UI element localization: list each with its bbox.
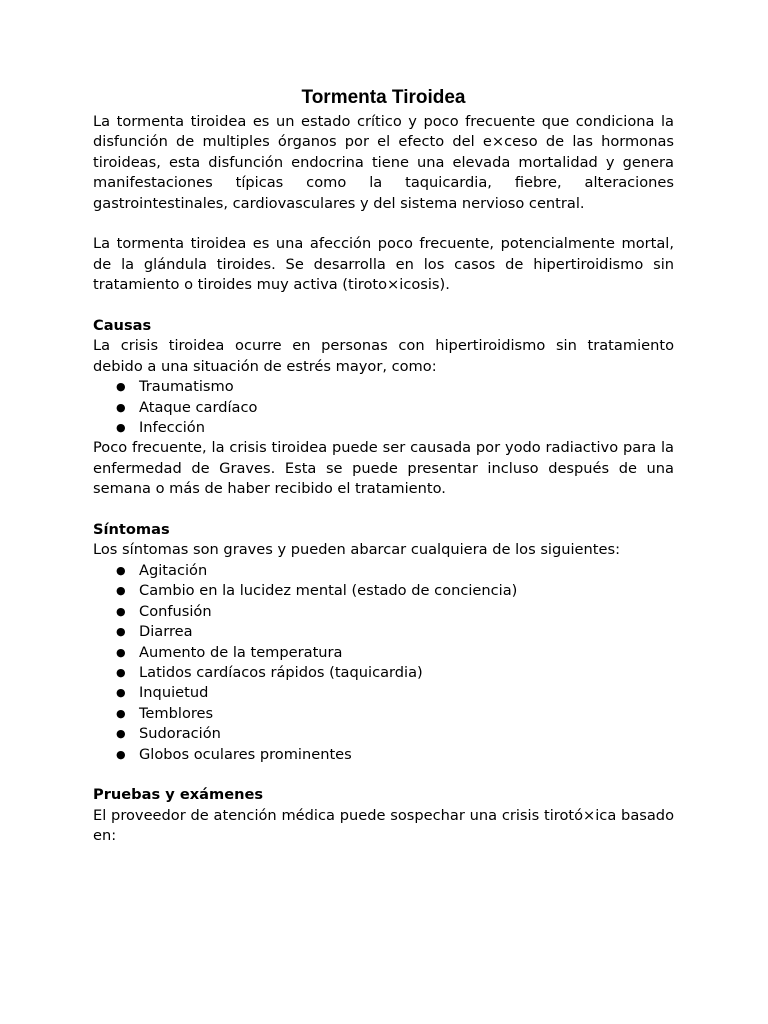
- list-item: [93, 663, 674, 683]
- document-title: Tormenta Tiroidea: [301, 87, 466, 108]
- bullet-icon: ●: [116, 625, 126, 639]
- sintomas-list: [93, 561, 674, 765]
- intro-paragraph-2: La tormenta tiroidea es una afección poco frecuente, potencialmente mortal, de la glándula tiroides. Se desarrolla en los casos de hipertiroidismo sin tratamiento o tiroides muy activa (tiroto×icosis).: [93, 235, 674, 294]
- list-item: [93, 724, 674, 744]
- list-item: [93, 581, 674, 601]
- bullet-icon: ●: [116, 665, 126, 679]
- list-item: [93, 683, 674, 703]
- bullet-icon: ●: [116, 584, 126, 598]
- list-item: [93, 643, 674, 663]
- bullet-icon: ●: [116, 400, 126, 414]
- list-item: [93, 602, 674, 622]
- paragraph-spacer: [93, 500, 674, 520]
- bullet-icon: ●: [116, 747, 126, 761]
- list-item-text: Inquietud: [139, 684, 209, 702]
- document-page: [93, 86, 674, 847]
- paragraph-spacer: [93, 296, 674, 316]
- causas-section: [93, 316, 674, 500]
- list-item: [93, 377, 674, 397]
- paragraph-spacer: [93, 214, 674, 234]
- bullet-icon: ●: [116, 421, 126, 435]
- list-item-text: Infección: [139, 419, 205, 437]
- sintomas-heading: Síntomas: [93, 521, 170, 539]
- list-item: [93, 418, 674, 438]
- list-item: [93, 561, 674, 581]
- sintomas-intro: Los síntomas son graves y pueden abarcar cualquiera de los siguientes:: [93, 541, 620, 559]
- sintomas-section: [93, 520, 674, 765]
- pruebas-intro: El proveedor de atención médica puede sospechar una crisis tirotó×ica basado en:: [93, 806, 674, 845]
- bullet-icon: ●: [116, 645, 126, 659]
- bullet-icon: ●: [116, 380, 126, 394]
- list-item-text: Confusión: [139, 602, 212, 620]
- list-item-text: Cambio en la lucidez mental (estado de conciencia): [139, 582, 518, 600]
- causas-after-paragraph: Poco frecuente, la crisis tiroidea puede ser causada por yodo radiactivo para la enfermedad de Graves. Esta se puede presentar incluso después de una semana o más de haber recibido el tratamiento.: [93, 439, 674, 498]
- list-item: [93, 745, 674, 765]
- list-item-text: Diarrea: [139, 623, 193, 641]
- list-item-text: Ataque cardíaco: [139, 398, 258, 416]
- list-item: [93, 622, 674, 642]
- pruebas-section: [93, 785, 674, 846]
- bullet-icon: ●: [116, 604, 126, 618]
- list-item-text: Latidos cardíacos rápidos (taquicardia): [139, 663, 423, 681]
- bullet-icon: ●: [116, 686, 126, 700]
- paragraph-spacer: [93, 765, 674, 785]
- list-item-text: Sudoración: [139, 725, 221, 743]
- pruebas-heading: Pruebas y exámenes: [93, 786, 264, 804]
- intro-paragraph-1: La tormenta tiroidea es un estado crítico y poco frecuente que condiciona la disfunción de multiples órganos por el efecto del e×ceso de las hormonas tiroideas, esta disfunción endocrina tiene una elevada mortalidad y genera manifestaciones típicas como la taquicardia, fiebre, alteraciones gastrointestinales, cardiovasculares y del sistema nervioso central.: [93, 113, 674, 212]
- bullet-icon: ●: [116, 727, 126, 741]
- causas-heading: Causas: [93, 317, 152, 335]
- list-item-text: Globos oculares prominentes: [139, 745, 352, 763]
- causas-list: [93, 377, 674, 438]
- list-item: [93, 398, 674, 418]
- bullet-icon: ●: [116, 706, 126, 720]
- list-item-text: Temblores: [139, 704, 214, 722]
- list-item-text: Aumento de la temperatura: [139, 643, 343, 661]
- list-item: [93, 704, 674, 724]
- list-item-text: Agitación: [139, 561, 208, 579]
- list-item-text: Traumatismo: [139, 378, 234, 396]
- bullet-icon: ●: [116, 563, 126, 577]
- causas-intro: La crisis tiroidea ocurre en personas con hipertiroidismo sin tratamiento debido a una situación de estrés mayor, como:: [93, 337, 674, 375]
